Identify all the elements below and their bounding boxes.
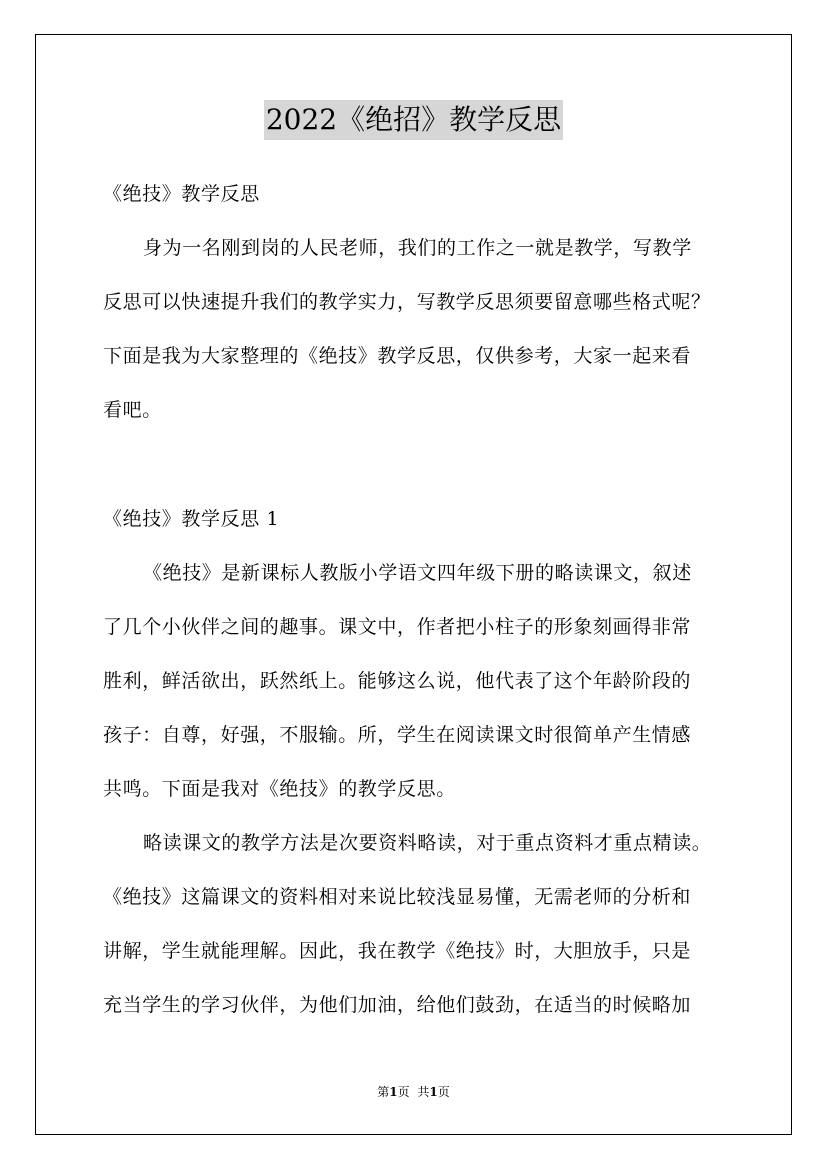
paragraph-line: 略读课文的教学方法是次要资料略读，对于重点资料才重点精读。 bbox=[143, 832, 712, 854]
footer-total-number: 1 bbox=[429, 1085, 438, 1099]
footer-total-suffix: 页 bbox=[437, 1085, 450, 1099]
intro-line: 下面是我为大家整理的《绝技》教学反思，仅供参考，大家一起来看 bbox=[103, 345, 692, 367]
paragraph-line: 讲解，学生就能理解。因此，我在教学《绝技》时，大胆放手，只是 bbox=[103, 940, 692, 962]
paragraph-line: 《绝技》这篇课文的资料相对来说比较浅显易懂，无需老师的分析和 bbox=[103, 886, 692, 908]
paragraph-line: 孩子：自尊，好强，不服输。所，学生在阅读课文时很简单产生情感 bbox=[103, 724, 692, 746]
page-footer bbox=[0, 1084, 827, 1100]
intro-line: 看吧。 bbox=[103, 399, 162, 421]
subtitle: 《绝技》教学反思 bbox=[103, 183, 260, 205]
document-title: 2022《绝招》教学反思 bbox=[264, 100, 563, 140]
paragraph-line: 胜利，鲜活欲出，跃然纸上。能够这么说，他代表了这个年龄阶段的 bbox=[103, 670, 692, 692]
paragraph-line: 共鸣。下面是我对《绝技》的教学反思。 bbox=[103, 778, 456, 800]
intro-line: 身为一名刚到岗的人民老师，我们的工作之一就是教学，写教学 bbox=[143, 237, 692, 259]
footer-total-prefix: 共 bbox=[417, 1085, 430, 1099]
paragraph-line: 充当学生的学习伙伴，为他们加油，给他们鼓劲，在适当的时候略加 bbox=[103, 994, 692, 1016]
paragraph-line: 《绝技》是新课标人教版小学语文四年级下册的略读课文，叙述 bbox=[143, 562, 692, 584]
footer-page-number: 1 bbox=[389, 1085, 398, 1099]
section-heading: 《绝技》教学反思 1 bbox=[103, 508, 280, 530]
title-container bbox=[0, 100, 827, 140]
footer-page-prefix: 第 bbox=[377, 1085, 390, 1099]
intro-line: 反思可以快速提升我们的教学实力，写教学反思须要留意哪些格式呢？ bbox=[103, 291, 711, 313]
paragraph-line: 了几个小伙伴之间的趣事。课文中，作者把小柱子的形象刻画得非常 bbox=[103, 616, 692, 638]
footer-page-suffix: 页 bbox=[397, 1085, 410, 1099]
